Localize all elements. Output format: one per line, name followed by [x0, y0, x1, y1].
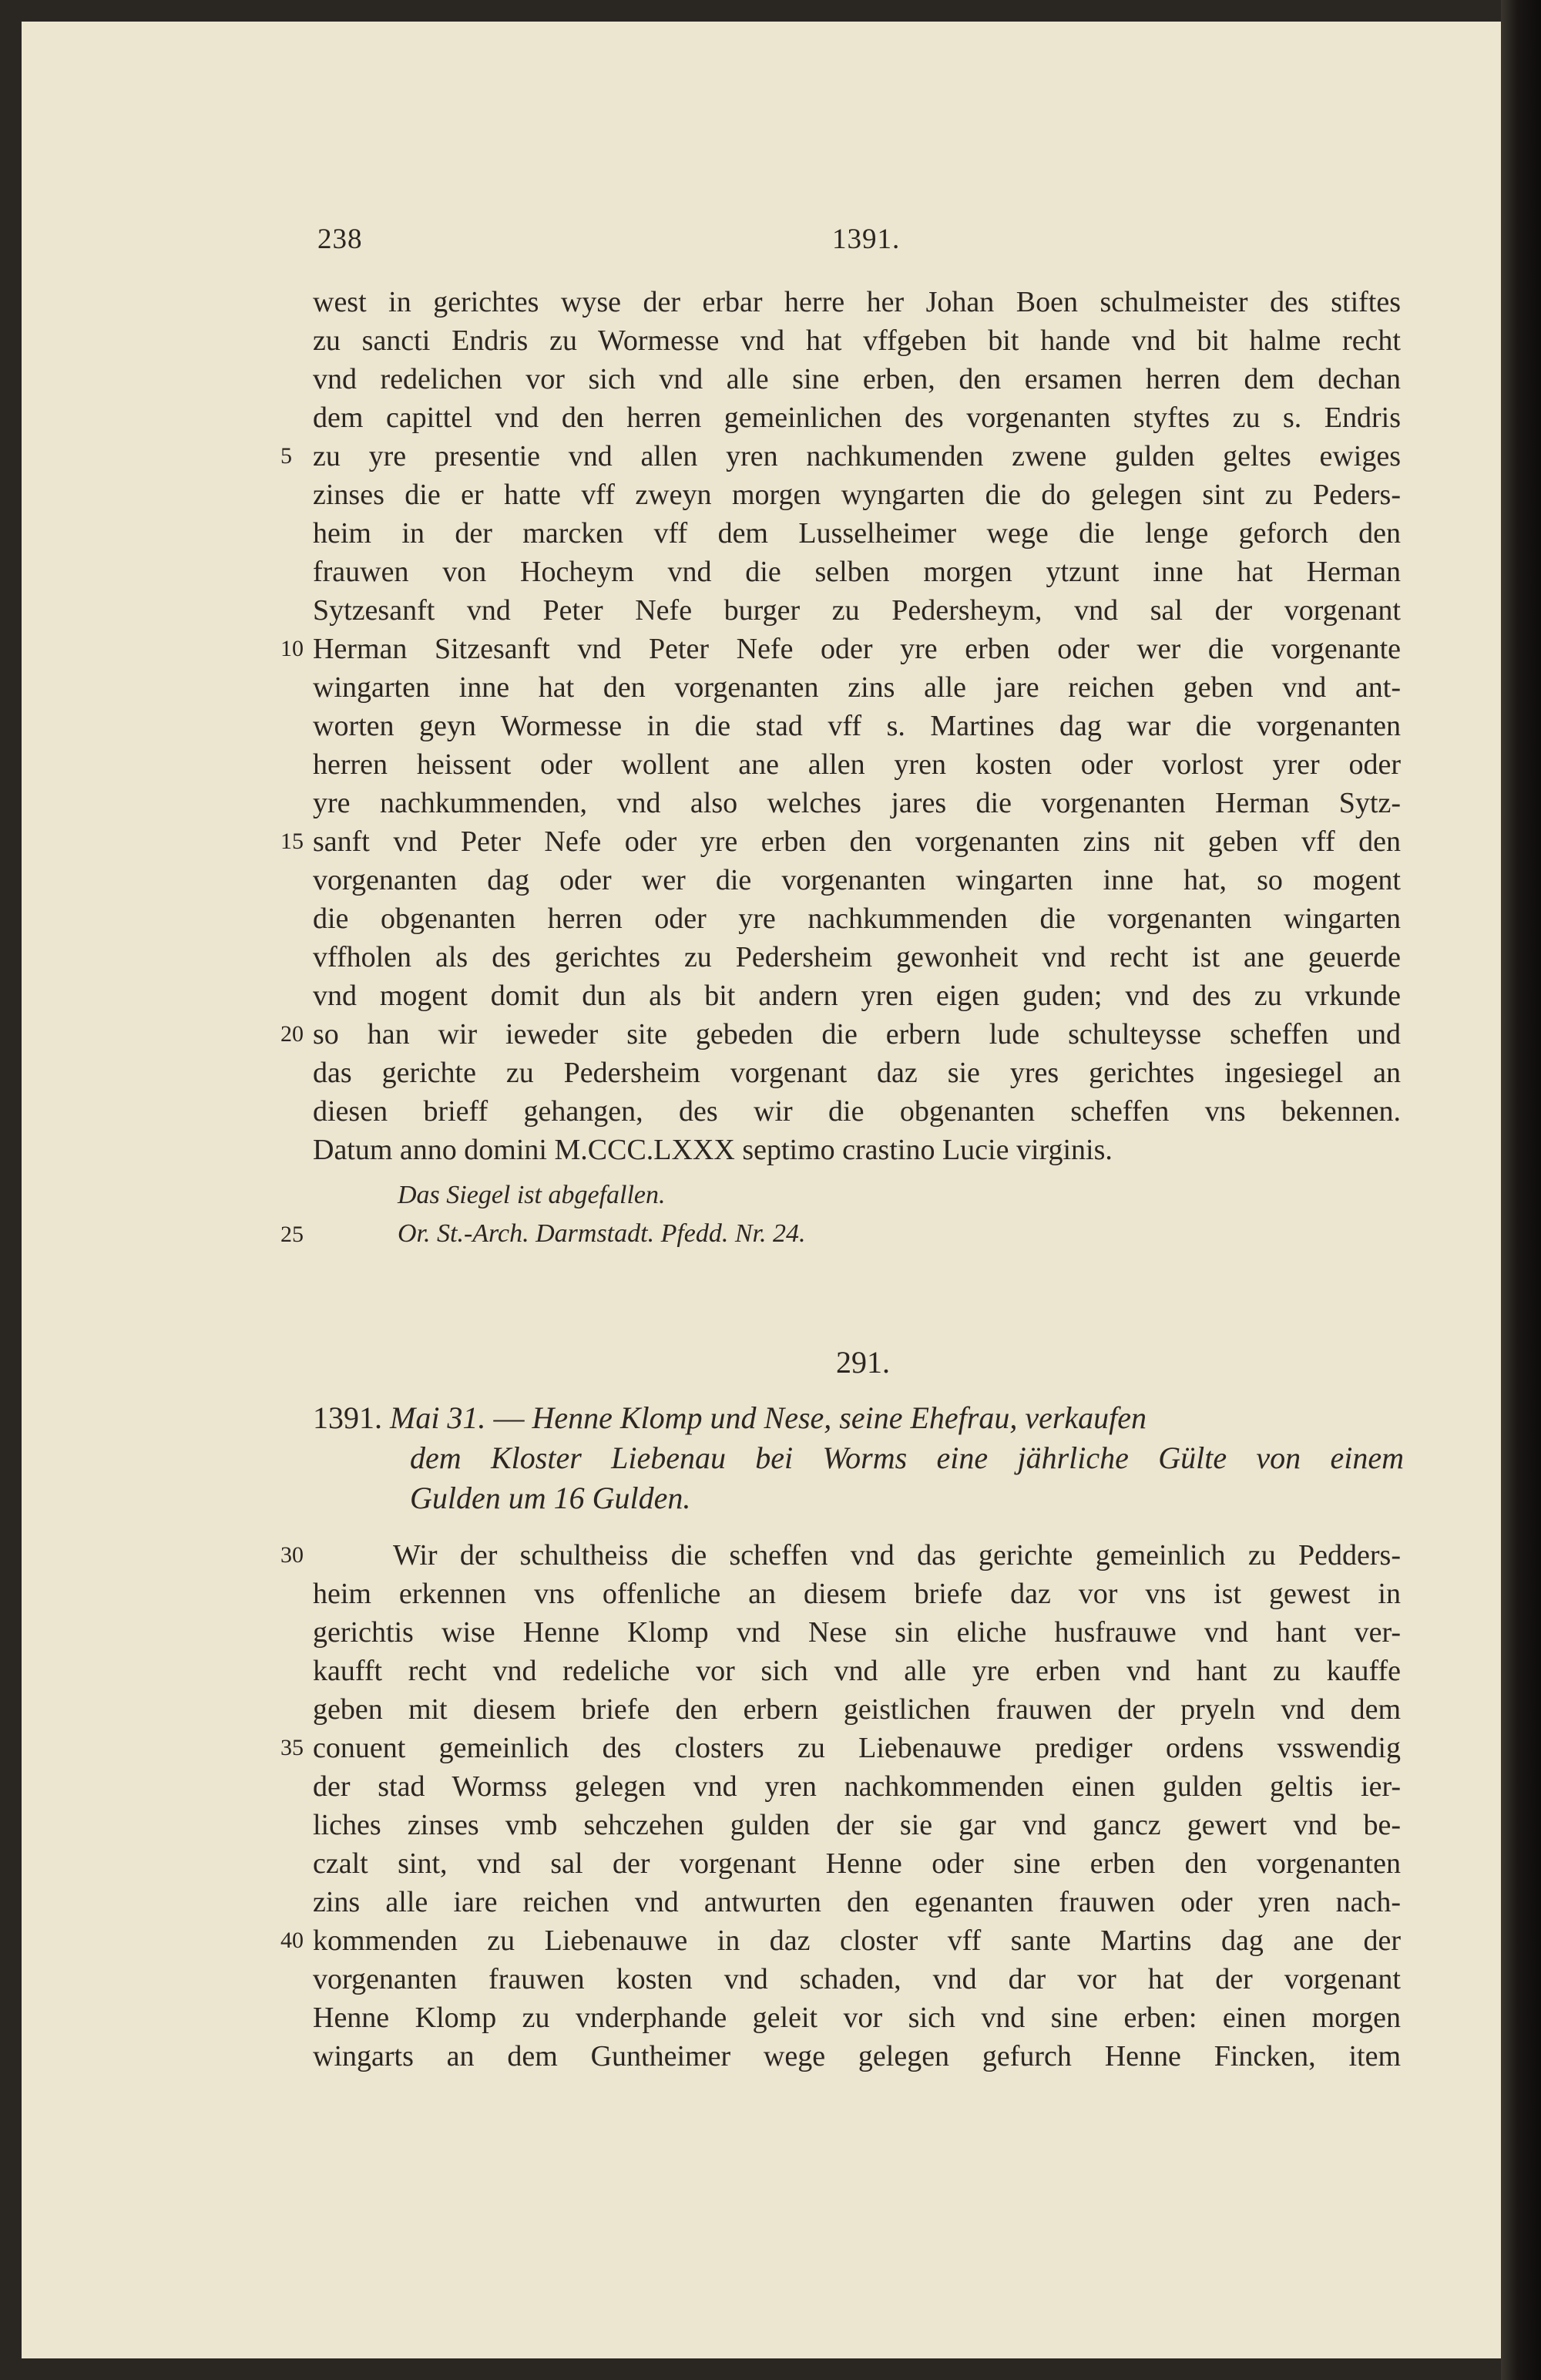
- text-line: kaufft recht vnd redeliche vor sich vnd alle yre erben vnd hant zu kauffe: [313, 1655, 1401, 1687]
- line-number: 35: [280, 1735, 304, 1760]
- text-line: Wir der schultheiss die scheffen vnd das gerichte gemeinlich zu Pedders-: [393, 1539, 1401, 1572]
- text-line: Herman Sitzesanft vnd Peter Nefe oder yre erben oder wer die vorgenante: [313, 633, 1401, 665]
- text-line: vnd mogent domit dun als bit andern yren eigen guden; vnd des zu vrkunde: [313, 980, 1401, 1012]
- line-number: 10: [280, 636, 304, 661]
- line-number: 40: [280, 1928, 304, 1953]
- text-line: zinses die er hatte vff zweyn morgen wyngarten die do gelegen sint zu Peders-: [313, 479, 1401, 511]
- text-line: so han wir ieweder site gebeden die erbern lude schulteysse scheffen und: [313, 1018, 1401, 1050]
- regest-heading: [313, 1398, 1402, 1438]
- text-line: diesen brieff gehangen, des wir die obgenanten scheffen vns bekennen.: [313, 1095, 1401, 1128]
- text-line: frauwen von Hocheym vnd die selben morgen ytzunt inne hat Herman: [313, 556, 1401, 588]
- text-line: vorgenanten frauwen kosten vnd schaden, vnd dar vor hat der vorgenant: [313, 1963, 1401, 1995]
- text-line: zins alle iare reichen vnd antwurten den egenanten frauwen oder yren nach-: [313, 1886, 1401, 1918]
- text-line: kommenden zu Liebenauwe in daz closter vff sante Martins dag ane der: [313, 1925, 1401, 1957]
- text-line: dem capittel vnd den herren gemeinlichen des vorgenanten styftes zu s. Endris: [313, 402, 1401, 434]
- page-number: 238: [317, 224, 363, 255]
- document-number: 291.: [836, 1345, 890, 1380]
- seal-note: Das Siegel ist abgefallen.: [398, 1181, 666, 1209]
- line-number: 20: [280, 1021, 304, 1047]
- text-line: Henne Klomp zu vnderphande geleit vor sich vnd sine erben: einen morgen: [313, 2002, 1401, 2034]
- text-line: der stad Wormss gelegen vnd yren nachkommenden einen gulden geltis ier-: [313, 1770, 1401, 1803]
- text-line: vnd redelichen vor sich vnd alle sine erben, den ersamen herren dem dechan: [313, 363, 1401, 395]
- text-line: das gerichte zu Pedersheim vorgenant daz sie yres gerichtes ingesiegel an: [313, 1057, 1401, 1089]
- text-line: heim in der marcken vff dem Lusselheimer wege die lenge geforch den: [313, 517, 1401, 550]
- text-line: die obgenanten herren oder yre nachkummenden die vorgenanten wingarten: [313, 903, 1401, 935]
- text-line: zu yre presentie vnd allen yren nachkumenden zwene gulden geltes ewiges: [313, 440, 1401, 472]
- regest-day: Mai 31.: [390, 1400, 486, 1435]
- text-line: conuent gemeinlich des closters zu Liebenauwe prediger ordens vsswendig: [313, 1732, 1401, 1764]
- text-line: wingarten inne hat den vorgenanten zins alle jare reichen geben vnd ant-: [313, 671, 1401, 704]
- text-line: west in gerichtes wyse der erbar herre her Johan Boen schulmeister des stiftes: [313, 286, 1401, 318]
- regest-date: 1391.: [313, 1400, 382, 1435]
- line-number: 25: [280, 1222, 304, 1247]
- line-number: 15: [280, 829, 304, 854]
- text-line: Datum anno domini M.CCC.LXXX septimo crastino Lucie virginis.: [313, 1134, 1113, 1166]
- text-line: Sytzesanft vnd Peter Nefe burger zu Pedersheym, vnd sal der vorgenant: [313, 594, 1401, 627]
- text-line: zu sancti Endris zu Wormesse vnd hat vffgeben bit hande vnd bit halme recht: [313, 324, 1401, 357]
- text-line: wingarts an dem Guntheimer wege gelegen gefurch Henne Fincken, item: [313, 2040, 1401, 2072]
- book-spine: [1501, 0, 1541, 2380]
- regest-line-3: Gulden um 16 Gulden.: [410, 1481, 691, 1515]
- text-line: liches zinses vmb sehczehen gulden der sie gar vnd gancz gewert vnd be-: [313, 1809, 1401, 1841]
- regest-line-2: dem Kloster Liebenau bei Worms eine jährliche Gülte von einem: [410, 1440, 1404, 1475]
- text-line: worten geyn Wormesse in die stad vff s. Martines dag war die vorgenanten: [313, 710, 1401, 742]
- text-line: sanft vnd Peter Nefe oder yre erben den vorgenanten zins nit geben vff den: [313, 825, 1401, 858]
- line-number: 5: [280, 443, 292, 469]
- running-year: 1391.: [832, 224, 901, 255]
- text-line: yre nachkummenden, vnd also welches jares die vorgenanten Herman Sytz-: [313, 787, 1401, 819]
- line-number: 30: [280, 1542, 304, 1568]
- text-line: vffholen als des gerichtes zu Pedersheim gewonheit vnd recht ist ane geuerde: [313, 941, 1401, 973]
- text-line: herren heissent oder wollent ane allen yren kosten oder vorlost yrer oder: [313, 748, 1401, 781]
- regest-line-1: Henne Klomp und Nese, seine Ehefrau, verkaufen: [532, 1400, 1147, 1435]
- text-line: gerichtis wise Henne Klomp vnd Nese sin eliche husfrauwe vnd hant ver-: [313, 1616, 1401, 1649]
- regest-dash: —: [493, 1400, 525, 1435]
- text-line: heim erkennen vns offenliche an diesem briefe daz vor vns ist gewest in: [313, 1578, 1401, 1610]
- text-line: geben mit diesem briefe den erbern geistlichen frauwen der pryeln vnd dem: [313, 1693, 1401, 1726]
- text-line: czalt sint, vnd sal der vorgenant Henne oder sine erben den vorgenanten: [313, 1847, 1401, 1880]
- text-line: vorgenanten dag oder wer die vorgenanten wingarten inne hat, so mogent: [313, 864, 1401, 896]
- archive-note: Or. St.-Arch. Darmstadt. Pfedd. Nr. 24.: [398, 1219, 806, 1248]
